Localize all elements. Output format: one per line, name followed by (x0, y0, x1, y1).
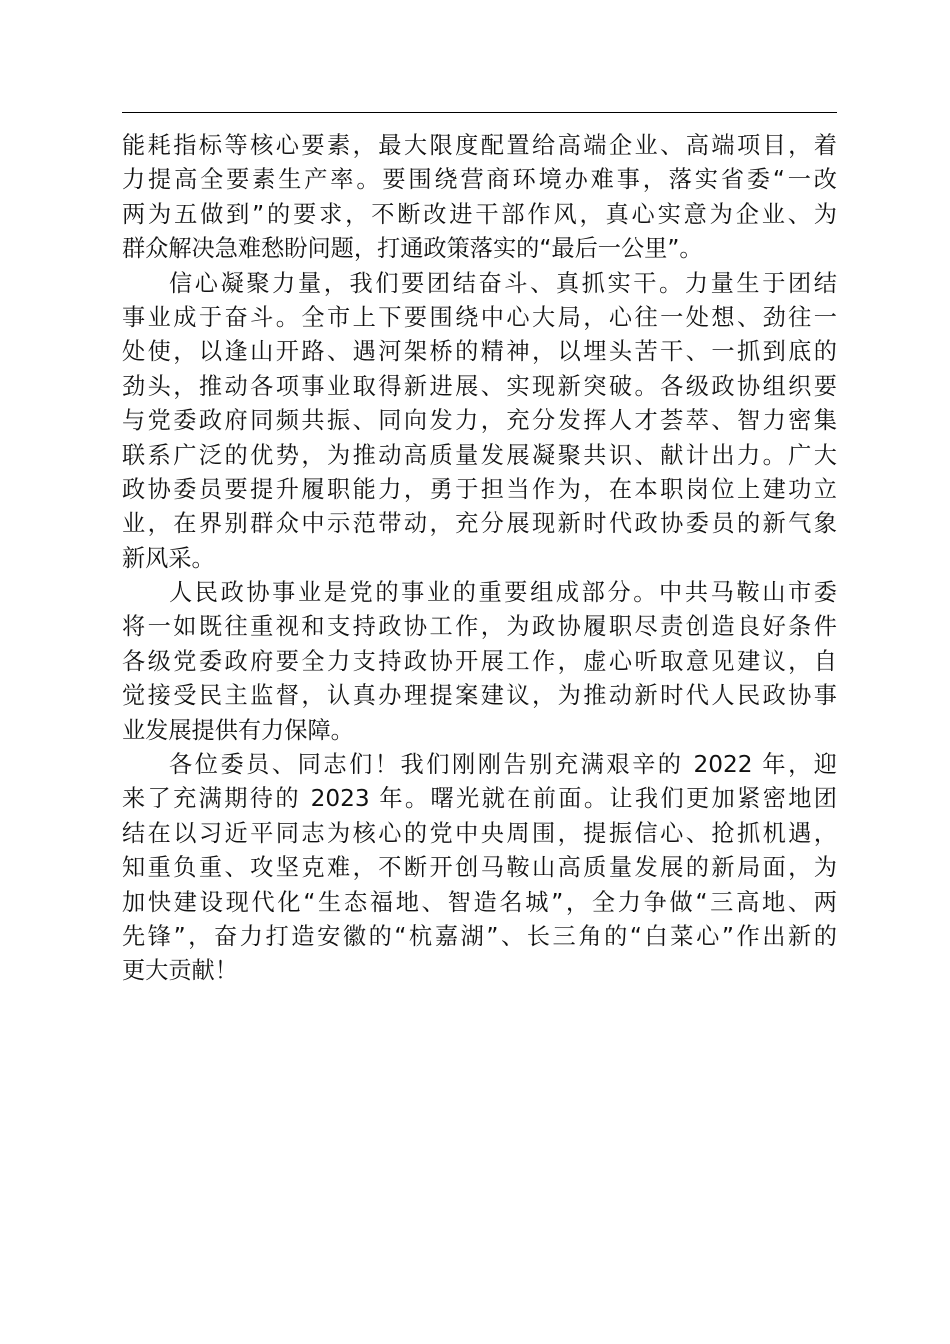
text-line: 联系广泛的优势，为推动高质量发展凝聚共识、献计出力。广大 (122, 441, 837, 469)
paragraph (122, 267, 837, 577)
text-line: 来了充满期待的 2023 年。曙光就在前面。让我们更加紧密地团 (122, 785, 837, 813)
text-line: 业，在界别群众中示范带动，充分展现新时代政协委员的新气象 (122, 510, 837, 538)
text-line: 人民政协事业是党的事业的重要组成部分。中共马鞍山市委 (169, 579, 837, 607)
header-rule (122, 112, 837, 113)
text-line: 劲头，推动各项事业取得新进展、实现新突破。各级政协组织要 (122, 372, 837, 400)
text-line: 各位委员、同志们！我们刚刚告别充满艰辛的 2022 年，迎 (169, 751, 837, 779)
text-line: 力提高全要素生产率。要围绕营商环境办难事，落实省委“一改 (122, 166, 837, 194)
text-line: 知重负重、攻坚克难，不断开创马鞍山高质量发展的新局面，为 (122, 854, 837, 882)
text-line: 处使，以逢山开路、遇河架桥的精神，以埋头苦干、一抓到底的 (122, 338, 837, 366)
text-line: 群众解决急难愁盼问题，打通政策落实的“最后一公里”。 (122, 235, 703, 263)
text-line: 结在以习近平同志为核心的党中央周围，提振信心、抢抓机遇， (122, 819, 837, 847)
document-body (122, 129, 837, 989)
text-line: 与党委政府同频共振、同向发力，充分发挥人才荟萃、智力密集 (122, 407, 837, 435)
text-line: 先锋”，奋力打造安徽的“杭嘉湖”、长三角的“白菜心”作出新的 (122, 922, 837, 950)
text-line: 觉接受民主监督，认真办理提案建议，为推动新时代人民政协事 (122, 682, 837, 710)
text-line: 两为五做到”的要求，不断改进干部作风，真心实意为企业、为 (122, 200, 837, 228)
text-line: 事业成于奋斗。全市上下要围绕中心大局，心往一处想、劲往一 (122, 303, 837, 331)
text-line: 能耗指标等核心要素，最大限度配置给高端企业、高端项目，着 (122, 132, 837, 159)
text-line: 更大贡献！ (122, 957, 238, 985)
text-line: 业发展提供有力保障。 (122, 716, 354, 744)
text-line: 加快建设现代化“生态福地、智造名城”，全力争做“三高地、两 (122, 888, 837, 916)
paragraph (122, 748, 837, 989)
text-line: 将一如既往重视和支持政协工作，为政协履职尽责创造良好条件 (122, 613, 837, 641)
text-line: 新风采。 (122, 544, 215, 572)
text-line: 政协委员要提升履职能力，勇于担当作为，在本职岗位上建功立 (122, 475, 837, 503)
text-line: 各级党委政府要全力支持政协开展工作，虚心听取意见建议，自 (122, 647, 837, 675)
paragraph (122, 576, 837, 748)
text-line: 信心凝聚力量，我们要团结奋斗、真抓实干。力量生于团结 (169, 269, 837, 297)
paragraph (122, 129, 837, 267)
